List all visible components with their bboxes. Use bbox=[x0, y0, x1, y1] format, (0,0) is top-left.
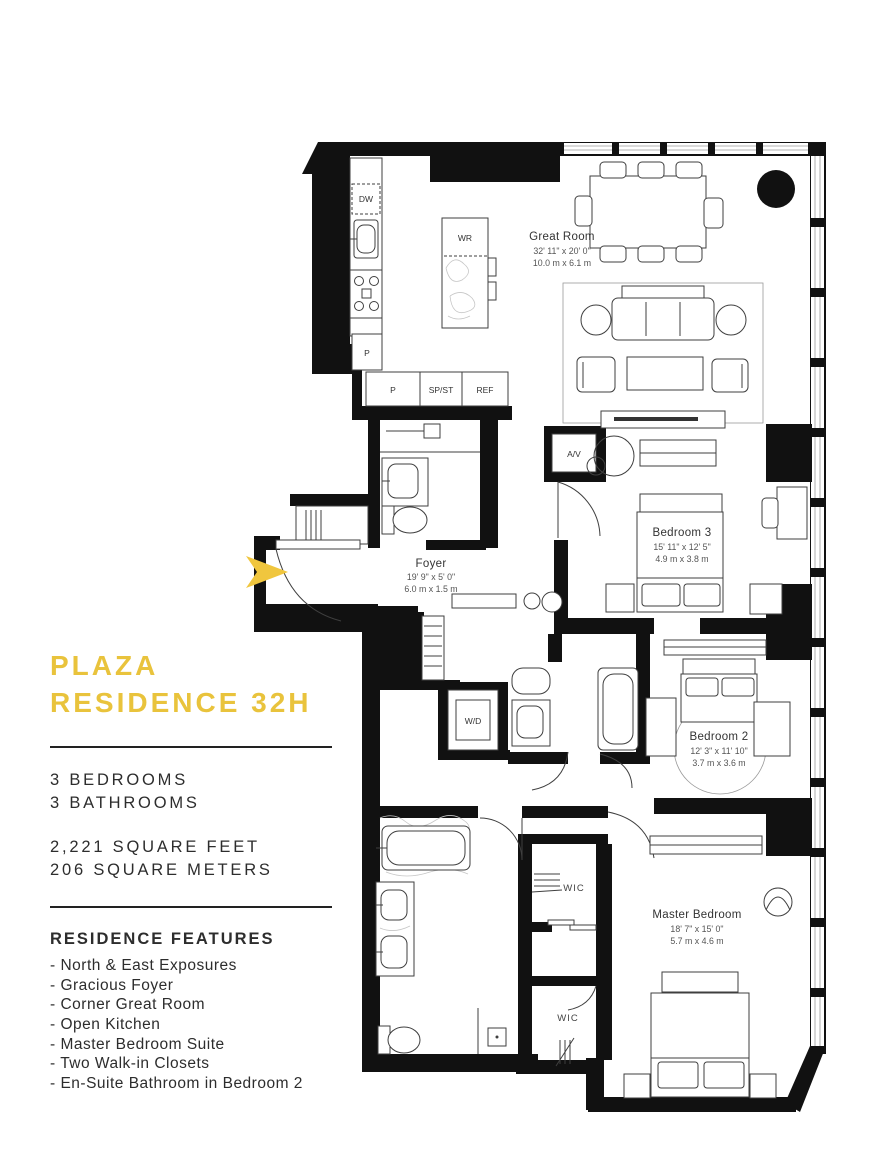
master-bedroom-dims-m: 5.7 m x 4.6 m bbox=[670, 936, 724, 946]
toilet bbox=[393, 507, 427, 533]
nightstand bbox=[750, 1074, 776, 1098]
bedroom-3-dims-ft: 15' 11" x 12' 5" bbox=[653, 542, 711, 552]
bathrooms-count: 3 BATHROOMS bbox=[50, 794, 200, 812]
entry-closet bbox=[296, 506, 368, 544]
hall-laundry bbox=[422, 616, 654, 858]
area-stats bbox=[50, 836, 342, 882]
bath2-vanity bbox=[512, 700, 550, 746]
dishwasher-label: DW bbox=[358, 194, 374, 204]
wine-ref-label: WR bbox=[457, 233, 473, 243]
residence-title-line1: PLAZA bbox=[50, 650, 159, 681]
divider-top bbox=[50, 746, 332, 748]
speed-oven-label: SP/ST bbox=[428, 385, 454, 395]
kitchen-sink bbox=[354, 220, 378, 258]
nightstand bbox=[624, 1074, 650, 1098]
nightstand bbox=[646, 698, 676, 756]
bedroom-2-dims-ft: 12' 3" x 11' 10" bbox=[690, 746, 748, 756]
coffee-table bbox=[627, 357, 703, 390]
info-panel bbox=[50, 648, 342, 1093]
bedroom-2 bbox=[646, 640, 790, 794]
vanity-sink bbox=[382, 458, 428, 506]
feature-item: - Gracious Foyer bbox=[50, 976, 174, 994]
feature-item: - En-Suite Bathroom in Bedroom 2 bbox=[50, 1074, 303, 1092]
master-bedroom-label: Master Bedroom bbox=[652, 909, 742, 921]
foyer-dims-ft: 19' 9" x 5' 0" bbox=[406, 572, 456, 582]
feature-item: - Open Kitchen bbox=[50, 1016, 161, 1034]
feature-item: - North & East Exposures bbox=[50, 957, 237, 975]
bedroom-3-label: Bedroom 3 bbox=[652, 527, 712, 539]
bedroom-2-label: Bedroom 2 bbox=[689, 731, 749, 743]
kitchen bbox=[350, 158, 496, 336]
feature-item: - Master Bedroom Suite bbox=[50, 1035, 225, 1053]
bedroom-3-dims-m: 4.9 m x 3.8 m bbox=[655, 554, 709, 564]
great-room-dims-ft: 32' 11" x 20' 0" bbox=[533, 246, 591, 256]
washer-dryer-label: W/D bbox=[464, 716, 482, 726]
feature-item: - Two Walk-in Closets bbox=[50, 1055, 210, 1073]
av-closet-label: A/V bbox=[567, 449, 581, 459]
great-room-dims-m: 10.0 m x 6.1 m bbox=[532, 258, 592, 268]
feature-item: - Corner Great Room bbox=[50, 996, 206, 1014]
nightstand bbox=[754, 702, 790, 756]
bedrooms-count: 3 BEDROOMS bbox=[50, 770, 189, 789]
great-room bbox=[529, 162, 795, 428]
pantry-tall-label: P bbox=[364, 348, 370, 358]
wic-1-label: WIC bbox=[563, 883, 585, 894]
nightstand bbox=[606, 584, 634, 612]
pantry-label: P bbox=[390, 385, 396, 395]
foyer-console bbox=[452, 594, 516, 608]
dining-table bbox=[590, 176, 706, 248]
divider-bottom bbox=[50, 906, 332, 908]
area-square-meters: 206 SQUARE METERS bbox=[50, 861, 273, 880]
bathroom-1 bbox=[380, 424, 480, 534]
features-list bbox=[50, 956, 342, 1093]
powder-counter bbox=[512, 668, 550, 694]
master-tub bbox=[382, 826, 470, 870]
great-room-label: Great Room bbox=[529, 231, 595, 243]
foyer-label: Foyer bbox=[415, 558, 447, 570]
headboard bbox=[683, 659, 755, 674]
headboard-bench bbox=[640, 494, 722, 512]
wic-2-label: WIC bbox=[557, 1013, 579, 1024]
nightstand bbox=[750, 584, 782, 614]
toilet bbox=[388, 1027, 420, 1053]
accent-chair bbox=[764, 888, 792, 916]
area-square-feet: 2,221 SQUARE FEET bbox=[50, 838, 260, 857]
master-bedroom-dims-ft: 18' 7" x 15' 0" bbox=[670, 924, 724, 934]
foyer-dims-m: 6.0 m x 1.5 m bbox=[404, 584, 458, 594]
entry-arrow bbox=[246, 556, 288, 588]
shower-head bbox=[424, 424, 440, 438]
bed-bench bbox=[662, 972, 738, 992]
refrigerator-label: REF bbox=[476, 385, 494, 395]
desk-chair bbox=[762, 498, 778, 528]
residence-title-line2: RESIDENCE 32H bbox=[50, 686, 312, 718]
bed-bath-stats bbox=[50, 769, 342, 815]
desk bbox=[777, 487, 807, 539]
sofa bbox=[612, 298, 714, 340]
pantry-cabinets bbox=[352, 334, 508, 406]
entry-door bbox=[276, 540, 360, 549]
bedroom-2-dims-m: 3.7 m x 3.6 m bbox=[692, 758, 746, 768]
residence-title bbox=[50, 648, 342, 722]
features-heading: RESIDENCE FEATURES bbox=[50, 930, 275, 949]
structural-column bbox=[757, 170, 795, 208]
